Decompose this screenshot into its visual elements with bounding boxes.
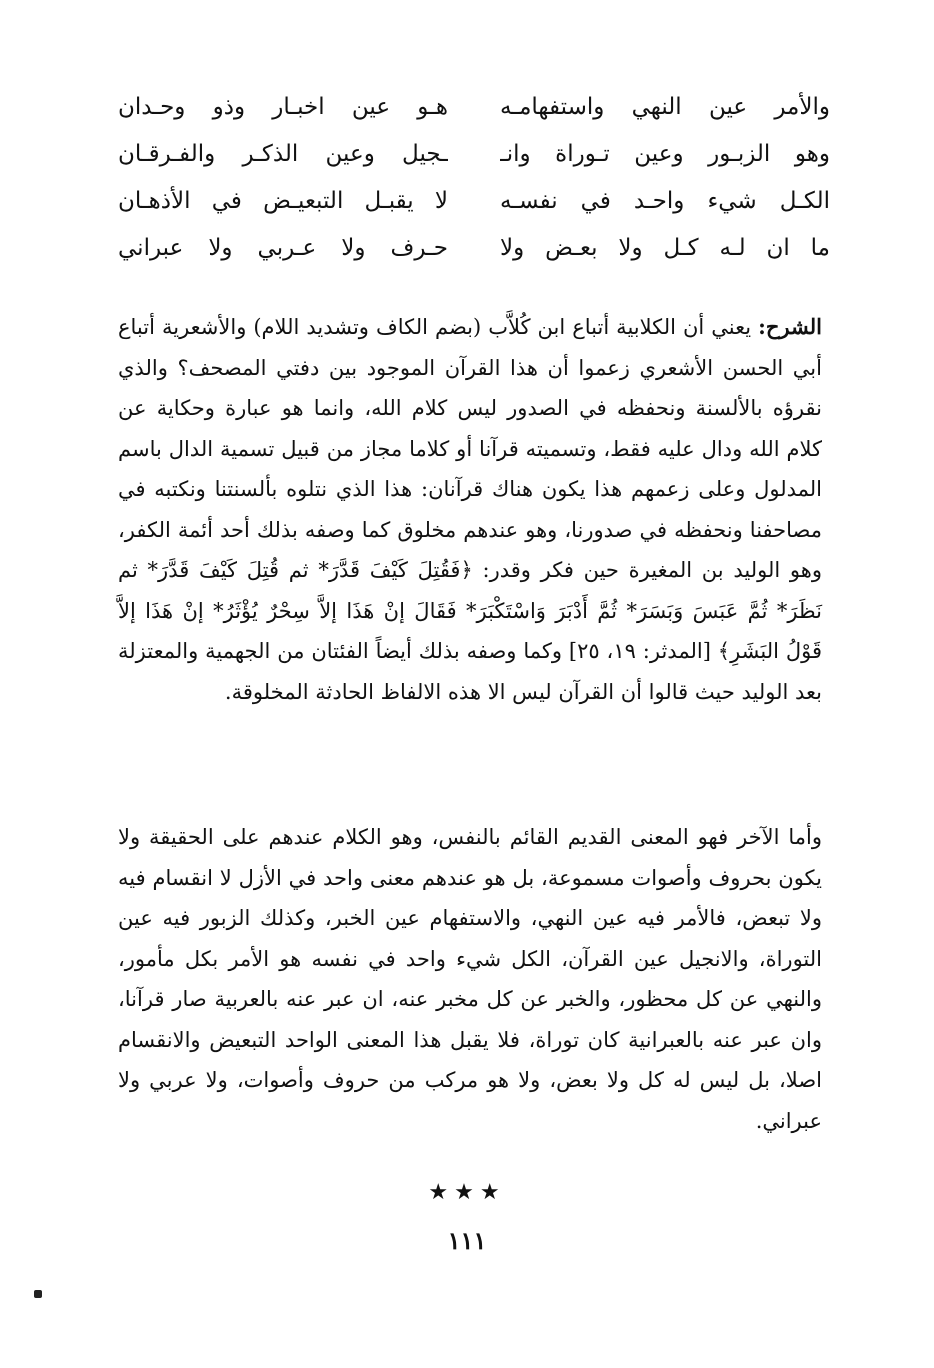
verse-line [118,225,830,272]
verse-second-hemistich: ـجيل وعين الذكـر والفـرقـان [118,141,448,167]
verse-first-hemistich: ما ان لـه كـل ولا بعـض ولا [500,235,830,261]
body-paragraph: وأما الآخر فهو المعنى القديم القائم بالنفس، وهو الكلام عندهم على الحقيقة ولا يكون بحروف وأصوات مسموعة، بل هو عندهم معنى واحد في الأزل لا انقسام فيه ولا تبعض، فالأمر فيه عين النهي، والاستفهام عين الخبر، وكذلك الزبور فيه عين التوراة، والانجيل عين القرآن، الكل شيء واحد في نفسه هو الأمر بكل مأمور، والنهي عن كل محظور، والخبر عن كل مخبر عنه، ان عبر عنه بالعربية صار قرآنا، وان عبر عنه بالعبرانية كان توراة، فلا يقبل هذا المعنى الواحد التبعيض والانقسام اصلا، بل ليس له كل ولا بعض، ولا هو مركب من حروف وأصوات، ولا عربي ولا عبراني. [118,825,822,1133]
verse-first-hemistich: وهو الزبـور وعين تـوراة وانـ [500,141,830,167]
page-number: ١١١ [447,1226,487,1255]
verse-line [118,178,830,225]
verse-line [118,131,830,178]
verse-second-hemistich: لا يقبـل التبعيـض في الأذهـان [118,188,448,214]
verse-first-hemistich: الكـل شيء واحـد في نفسـه [500,188,830,214]
section-separator-stars: ★★★ [428,1180,506,1205]
poem-verses [118,84,830,272]
scan-speck [34,1290,42,1298]
commentary-text: يعني أن الكلابية أتباع ابن كُلاَّب (بضم الكاف وتشديد اللام) والأشعرية أتباع أبي الحسن الأشعري زعموا أن هذا القرآن الموجود بين دفتي المصحف؟ والذي نقرؤه بالألسنة ونحفظه في الصدور ليس كلام الله، وانما هو عبارة وحكاية عن كلام الله ودال عليه فقط، وتسميته قرآنا أو كلاما مجاز من قبيل تسمية الدال باسم المدلول وعلى زعمهم هذا يكون هناك قرآنان: هذا الذي نتلوه بألسنتنا ونكتبه في مصاحفنا ونحفظه في صدورنا، وهو عندهم مخلوق كما وصفه بذلك أحد أئمة الكفر، وهو الوليد بن المغيرة حين فكر وقدر: ﴿فَقُتِلَ كَيْفَ قَدَّرَ* ثم قُتِلَ كَيْفَ قَدَّرَ* ثم نَظَرَ* ثُمَّ عَبَسَ وَبَسَرَ* ثُمَّ أَدْبَرَ وَاسْتَكْبَرَ* فَقَالَ إنْ هَذَا إلاَّ سِحْرٌ يُؤْثَرُ* إنْ هَذَا إلاَّ قَوْلُ البَشَرِ﴾ [المدثر: ١٩، ٢٥] وكما وصفه بذلك أيضاً الفئتان من الجهمية والمعتزلة بعد الوليد حيث قالوا أن القرآن ليس الا هذه الالفاظ الحادثة المخلوقة. [118,315,823,704]
commentary-label: الشرح: [758,314,822,339]
verse-first-hemistich: والأمر عين النهي واستفهامـه [500,94,830,120]
verse-second-hemistich: هـو عين اخبـار وذو وحـدان [118,94,448,120]
verse-second-hemistich: حـرف ولا عـربي ولا عبراني [118,235,448,261]
verse-line [118,84,830,131]
commentary-paragraph [118,307,822,712]
